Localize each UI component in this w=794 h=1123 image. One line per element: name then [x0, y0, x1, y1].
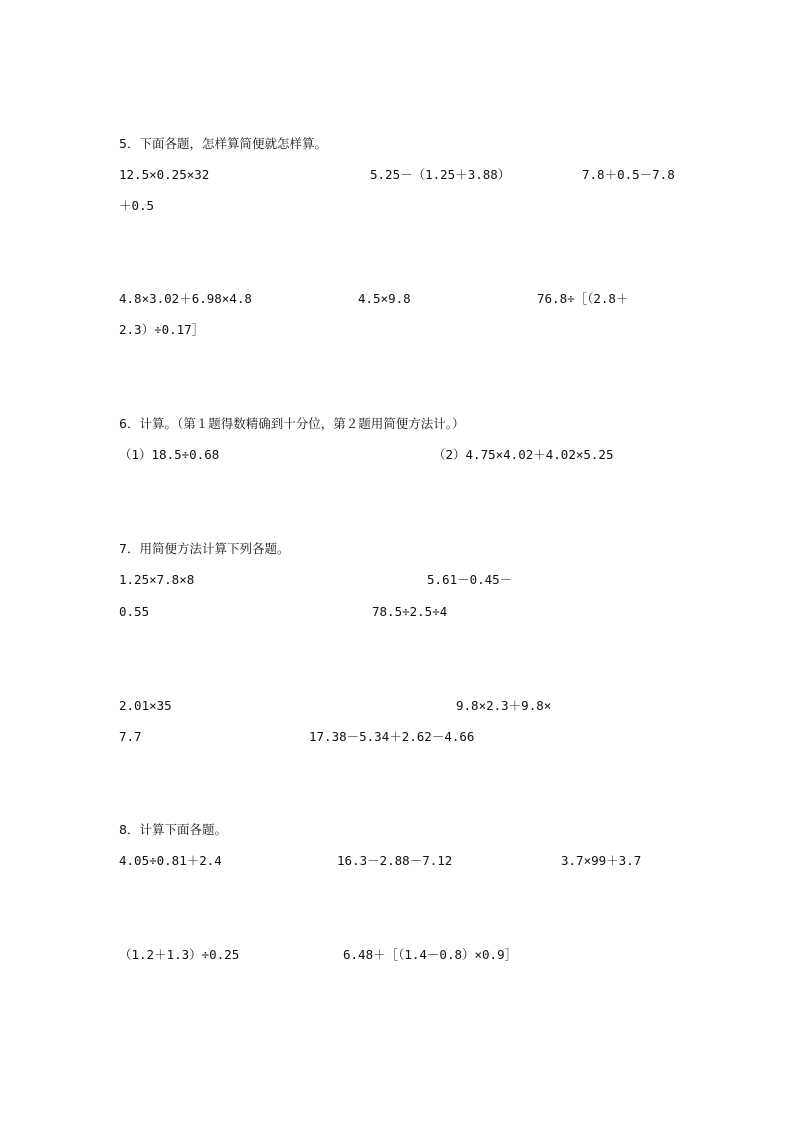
problem-5-2: 5.25－（1.25＋3.88）: [370, 167, 511, 182]
problem-5-3: 7.8＋0.5－7.8: [582, 167, 675, 182]
problem-8-3: 3.7×99＋3.7: [561, 853, 642, 868]
section-6-heading: 6．计算。（第１题得数精确到十分位，第２题用简便方法计。）: [119, 416, 465, 431]
problem-8-5: 6.48＋［（1.4－0.8）×0.9］: [343, 947, 518, 962]
problem-7-5: 9.8×2.3＋9.8×: [456, 698, 552, 713]
problem-7-2: 5.61－0.45－: [427, 572, 513, 587]
problem-5-6: 76.8÷［（2.8＋: [537, 291, 629, 306]
section-5-heading: 5．下面各题，怎样算简便就怎样算。: [119, 136, 327, 151]
problem-8-1: 4.05÷0.81＋2.4: [119, 853, 222, 868]
problem-5-4: 4.8×3.02＋6.98×4.8: [119, 291, 252, 306]
problem-7-2-continued: 0.55: [119, 604, 150, 619]
problem-8-4: （1.2＋1.3）÷0.25: [119, 947, 240, 962]
problem-7-6: 17.38－5.34＋2.62－4.66: [309, 729, 475, 744]
problem-7-1: 1.25×7.8×8: [119, 572, 195, 587]
problem-7-5-continued: 7.7: [119, 729, 142, 744]
problem-5-3-continued: ＋0.5: [119, 198, 155, 213]
problem-7-4: 2.01×35: [119, 698, 172, 713]
problem-6-2: （2）4.75×4.02＋4.02×5.25: [433, 447, 614, 462]
problem-6-1: （1）18.5÷0.68: [119, 447, 220, 462]
problem-8-2: 16.3－2.88－7.12: [337, 853, 453, 868]
section-7-heading: 7．用简便方法计算下列各题。: [119, 541, 290, 556]
problem-7-3: 78.5÷2.5÷4: [372, 604, 448, 619]
section-8-heading: 8．计算下面各题。: [119, 822, 227, 837]
problem-5-1: 12.5×0.25×32: [119, 167, 210, 182]
problem-5-5: 4.5×9.8: [358, 291, 411, 306]
problem-5-6-continued: 2.3）÷0.17］: [119, 322, 205, 337]
